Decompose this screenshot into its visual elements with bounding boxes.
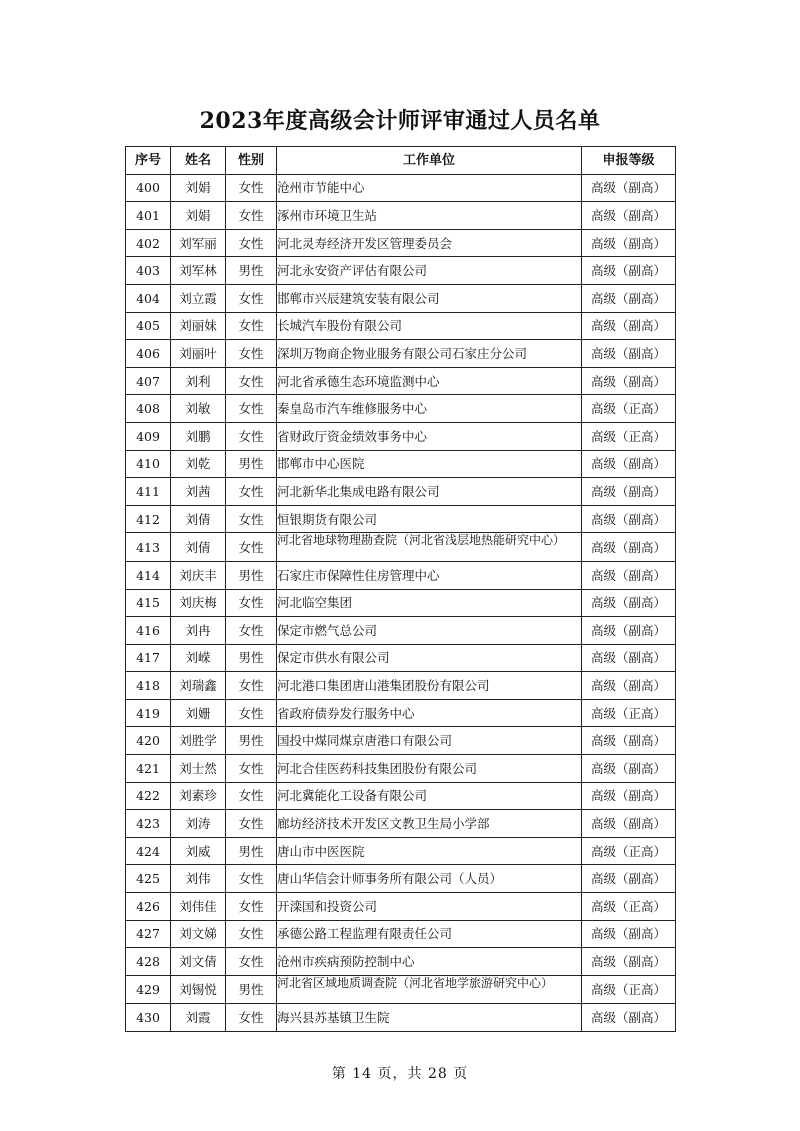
cell-name: 刘胜学 (171, 727, 226, 755)
cell-gender: 女性 (226, 672, 277, 700)
table-row (126, 810, 676, 838)
cell-no: 403 (126, 257, 171, 285)
cell-gender: 女性 (226, 174, 277, 202)
cell-gender: 女性 (226, 395, 277, 423)
cell-name: 刘嵘 (171, 644, 226, 672)
cell-name: 刘利 (171, 367, 226, 395)
cell-level: 高级（副高） (582, 755, 676, 783)
cell-unit: 秦皇岛市汽车维修服务中心 (277, 395, 582, 423)
cell-unit: 河北省承德生态环境监测中心 (277, 367, 582, 395)
cell-unit: 河北临空集团 (277, 589, 582, 617)
cell-name: 刘军林 (171, 257, 226, 285)
table-row (126, 755, 676, 783)
cell-name: 刘姗 (171, 699, 226, 727)
cell-level: 高级（副高） (582, 312, 676, 340)
cell-name: 刘丽叶 (171, 340, 226, 368)
cell-gender: 女性 (226, 284, 277, 312)
cell-gender: 女性 (226, 948, 277, 976)
table-row (126, 589, 676, 617)
cell-gender: 女性 (226, 505, 277, 533)
table-row (126, 782, 676, 810)
table-row (126, 367, 676, 395)
cell-gender: 女性 (226, 422, 277, 450)
cell-no: 402 (126, 229, 171, 257)
cell-gender: 男性 (226, 450, 277, 478)
table-row (126, 174, 676, 202)
cell-unit: 廊坊经济技术开发区文教卫生局小学部 (277, 810, 582, 838)
cell-unit: 唐山华信会计师事务所有限公司（人员） (277, 865, 582, 893)
table-row (126, 312, 676, 340)
cell-no: 426 (126, 893, 171, 921)
table-row (126, 644, 676, 672)
cell-name: 刘庆丰 (171, 561, 226, 589)
cell-name: 刘冉 (171, 617, 226, 645)
cell-unit: 保定市供水有限公司 (277, 644, 582, 672)
table-row (126, 533, 676, 562)
cell-gender: 女性 (226, 893, 277, 921)
cell-gender: 女性 (226, 229, 277, 257)
cell-no: 424 (126, 837, 171, 865)
table-row (126, 948, 676, 976)
cell-gender: 女性 (226, 699, 277, 727)
cell-level: 高级（副高） (582, 229, 676, 257)
cell-unit: 省政府债券发行服务中心 (277, 699, 582, 727)
cell-name: 刘乾 (171, 450, 226, 478)
cell-unit: 深圳万物商企物业服务有限公司石家庄分公司 (277, 340, 582, 368)
cell-level: 高级（副高） (582, 920, 676, 948)
cell-level: 高级（副高） (582, 284, 676, 312)
cell-no: 408 (126, 395, 171, 423)
cell-name: 刘伟佳 (171, 893, 226, 921)
cell-no: 416 (126, 617, 171, 645)
table-row (126, 920, 676, 948)
table-row (126, 505, 676, 533)
cell-level: 高级（副高） (582, 1004, 676, 1032)
cell-level: 高级（正高） (582, 837, 676, 865)
table-row (126, 422, 676, 450)
cell-gender: 男性 (226, 837, 277, 865)
cell-name: 刘锡悦 (171, 975, 226, 1004)
cell-gender: 女性 (226, 617, 277, 645)
cell-unit: 国投中煤同煤京唐港口有限公司 (277, 727, 582, 755)
cell-unit: 石家庄市保障性住房管理中心 (277, 561, 582, 589)
cell-no: 410 (126, 450, 171, 478)
cell-name: 刘文倩 (171, 948, 226, 976)
table-body (126, 174, 676, 1031)
cell-unit: 河北灵寿经济开发区管理委员会 (277, 229, 582, 257)
table-row (126, 202, 676, 230)
cell-unit: 邯郸市兴辰建筑安装有限公司 (277, 284, 582, 312)
table-row (126, 229, 676, 257)
header-level: 申报等级 (582, 147, 676, 175)
cell-level: 高级（副高） (582, 672, 676, 700)
cell-unit: 河北合佳医药科技集团股份有限公司 (277, 755, 582, 783)
cell-name: 刘娟 (171, 202, 226, 230)
cell-no: 429 (126, 975, 171, 1004)
cell-level: 高级（副高） (582, 782, 676, 810)
cell-unit: 河北省区域地质调查院（河北省地学旅游研究中心） (277, 975, 582, 1004)
page-title: 2023年度高级会计师评审通过人员名单 (199, 108, 601, 134)
cell-level: 高级（副高） (582, 810, 676, 838)
table-row (126, 837, 676, 865)
cell-gender: 女性 (226, 478, 277, 506)
table-row (126, 727, 676, 755)
cell-level: 高级（副高） (582, 478, 676, 506)
cell-unit: 河北冀能化工设备有限公司 (277, 782, 582, 810)
cell-unit: 省财政厅资金绩效事务中心 (277, 422, 582, 450)
page-footer: 第 14 页，共 28 页 (331, 1066, 469, 1082)
table-row (126, 284, 676, 312)
cell-name: 刘丽妹 (171, 312, 226, 340)
cell-level: 高级（正高） (582, 699, 676, 727)
cell-gender: 女性 (226, 810, 277, 838)
cell-unit: 恒银期货有限公司 (277, 505, 582, 533)
cell-unit: 唐山市中医医院 (277, 837, 582, 865)
cell-level: 高级（副高） (582, 589, 676, 617)
cell-name: 刘士然 (171, 755, 226, 783)
header-name: 姓名 (171, 147, 226, 175)
header-gender: 性别 (226, 147, 277, 175)
cell-gender: 男性 (226, 561, 277, 589)
cell-no: 417 (126, 644, 171, 672)
cell-no: 418 (126, 672, 171, 700)
cell-gender: 女性 (226, 782, 277, 810)
cell-no: 415 (126, 589, 171, 617)
cell-level: 高级（副高） (582, 727, 676, 755)
roster-table (125, 146, 676, 1032)
cell-level: 高级（副高） (582, 202, 676, 230)
header-unit: 工作单位 (277, 147, 582, 175)
cell-level: 高级（副高） (582, 533, 676, 562)
cell-gender: 男性 (226, 257, 277, 285)
cell-gender: 男性 (226, 644, 277, 672)
cell-gender: 女性 (226, 865, 277, 893)
cell-no: 411 (126, 478, 171, 506)
cell-gender: 男性 (226, 727, 277, 755)
cell-name: 刘霞 (171, 1004, 226, 1032)
cell-name: 刘威 (171, 837, 226, 865)
table-row (126, 561, 676, 589)
cell-name: 刘鹏 (171, 422, 226, 450)
cell-level: 高级（副高） (582, 948, 676, 976)
cell-no: 427 (126, 920, 171, 948)
cell-name: 刘倩 (171, 533, 226, 562)
cell-name: 刘素珍 (171, 782, 226, 810)
cell-level: 高级（副高） (582, 367, 676, 395)
cell-level: 高级（副高） (582, 505, 676, 533)
table-row (126, 893, 676, 921)
cell-unit: 河北新华北集成电路有限公司 (277, 478, 582, 506)
cell-level: 高级（正高） (582, 395, 676, 423)
cell-gender: 女性 (226, 202, 277, 230)
header-no: 序号 (126, 147, 171, 175)
cell-no: 407 (126, 367, 171, 395)
cell-unit: 涿州市环境卫生站 (277, 202, 582, 230)
table-row (126, 672, 676, 700)
cell-name: 刘涛 (171, 810, 226, 838)
table-row (126, 617, 676, 645)
cell-name: 刘立霞 (171, 284, 226, 312)
cell-gender: 女性 (226, 589, 277, 617)
cell-level: 高级（副高） (582, 865, 676, 893)
cell-no: 409 (126, 422, 171, 450)
cell-level: 高级（副高） (582, 450, 676, 478)
cell-level: 高级（正高） (582, 893, 676, 921)
cell-unit: 沧州市疾病预防控制中心 (277, 948, 582, 976)
cell-name: 刘娟 (171, 174, 226, 202)
table-row (126, 1004, 676, 1032)
cell-level: 高级（副高） (582, 644, 676, 672)
cell-unit: 沧州市节能中心 (277, 174, 582, 202)
cell-gender: 女性 (226, 1004, 277, 1032)
cell-level: 高级（副高） (582, 257, 676, 285)
cell-no: 404 (126, 284, 171, 312)
cell-no: 412 (126, 505, 171, 533)
cell-gender: 女性 (226, 755, 277, 783)
table-header-row (126, 147, 676, 175)
cell-level: 高级（副高） (582, 174, 676, 202)
cell-gender: 女性 (226, 533, 277, 562)
cell-unit: 长城汽车股份有限公司 (277, 312, 582, 340)
table-row (126, 340, 676, 368)
cell-gender: 女性 (226, 367, 277, 395)
cell-name: 刘文娣 (171, 920, 226, 948)
cell-gender: 女性 (226, 340, 277, 368)
cell-no: 414 (126, 561, 171, 589)
cell-no: 422 (126, 782, 171, 810)
cell-level: 高级（正高） (582, 975, 676, 1004)
table-row (126, 975, 676, 1004)
table-row (126, 257, 676, 285)
cell-no: 423 (126, 810, 171, 838)
cell-unit: 保定市燃气总公司 (277, 617, 582, 645)
cell-no: 400 (126, 174, 171, 202)
cell-gender: 男性 (226, 975, 277, 1004)
cell-level: 高级（副高） (582, 561, 676, 589)
cell-name: 刘敏 (171, 395, 226, 423)
cell-name: 刘庆梅 (171, 589, 226, 617)
cell-gender: 女性 (226, 312, 277, 340)
cell-unit: 河北省地球物理勘查院（河北省浅层地热能研究中心） (277, 533, 582, 562)
cell-name: 刘军丽 (171, 229, 226, 257)
cell-unit: 河北永安资产评估有限公司 (277, 257, 582, 285)
cell-name: 刘伟 (171, 865, 226, 893)
cell-unit: 邯郸市中心医院 (277, 450, 582, 478)
cell-unit: 开滦国和投资公司 (277, 893, 582, 921)
cell-name: 刘茜 (171, 478, 226, 506)
cell-no: 430 (126, 1004, 171, 1032)
table-row (126, 865, 676, 893)
cell-unit: 承德公路工程监理有限责任公司 (277, 920, 582, 948)
cell-name: 刘瑞鑫 (171, 672, 226, 700)
cell-gender: 女性 (226, 920, 277, 948)
table-row (126, 450, 676, 478)
cell-no: 405 (126, 312, 171, 340)
cell-no: 401 (126, 202, 171, 230)
cell-level: 高级（副高） (582, 617, 676, 645)
cell-no: 428 (126, 948, 171, 976)
cell-level: 高级（副高） (582, 340, 676, 368)
cell-no: 421 (126, 755, 171, 783)
cell-no: 419 (126, 699, 171, 727)
cell-level: 高级（正高） (582, 422, 676, 450)
table-row (126, 395, 676, 423)
cell-unit: 海兴县苏基镇卫生院 (277, 1004, 582, 1032)
table-row (126, 699, 676, 727)
cell-no: 413 (126, 533, 171, 562)
table-row (126, 478, 676, 506)
cell-unit: 河北港口集团唐山港集团股份有限公司 (277, 672, 582, 700)
cell-no: 406 (126, 340, 171, 368)
cell-no: 420 (126, 727, 171, 755)
cell-no: 425 (126, 865, 171, 893)
cell-name: 刘倩 (171, 505, 226, 533)
